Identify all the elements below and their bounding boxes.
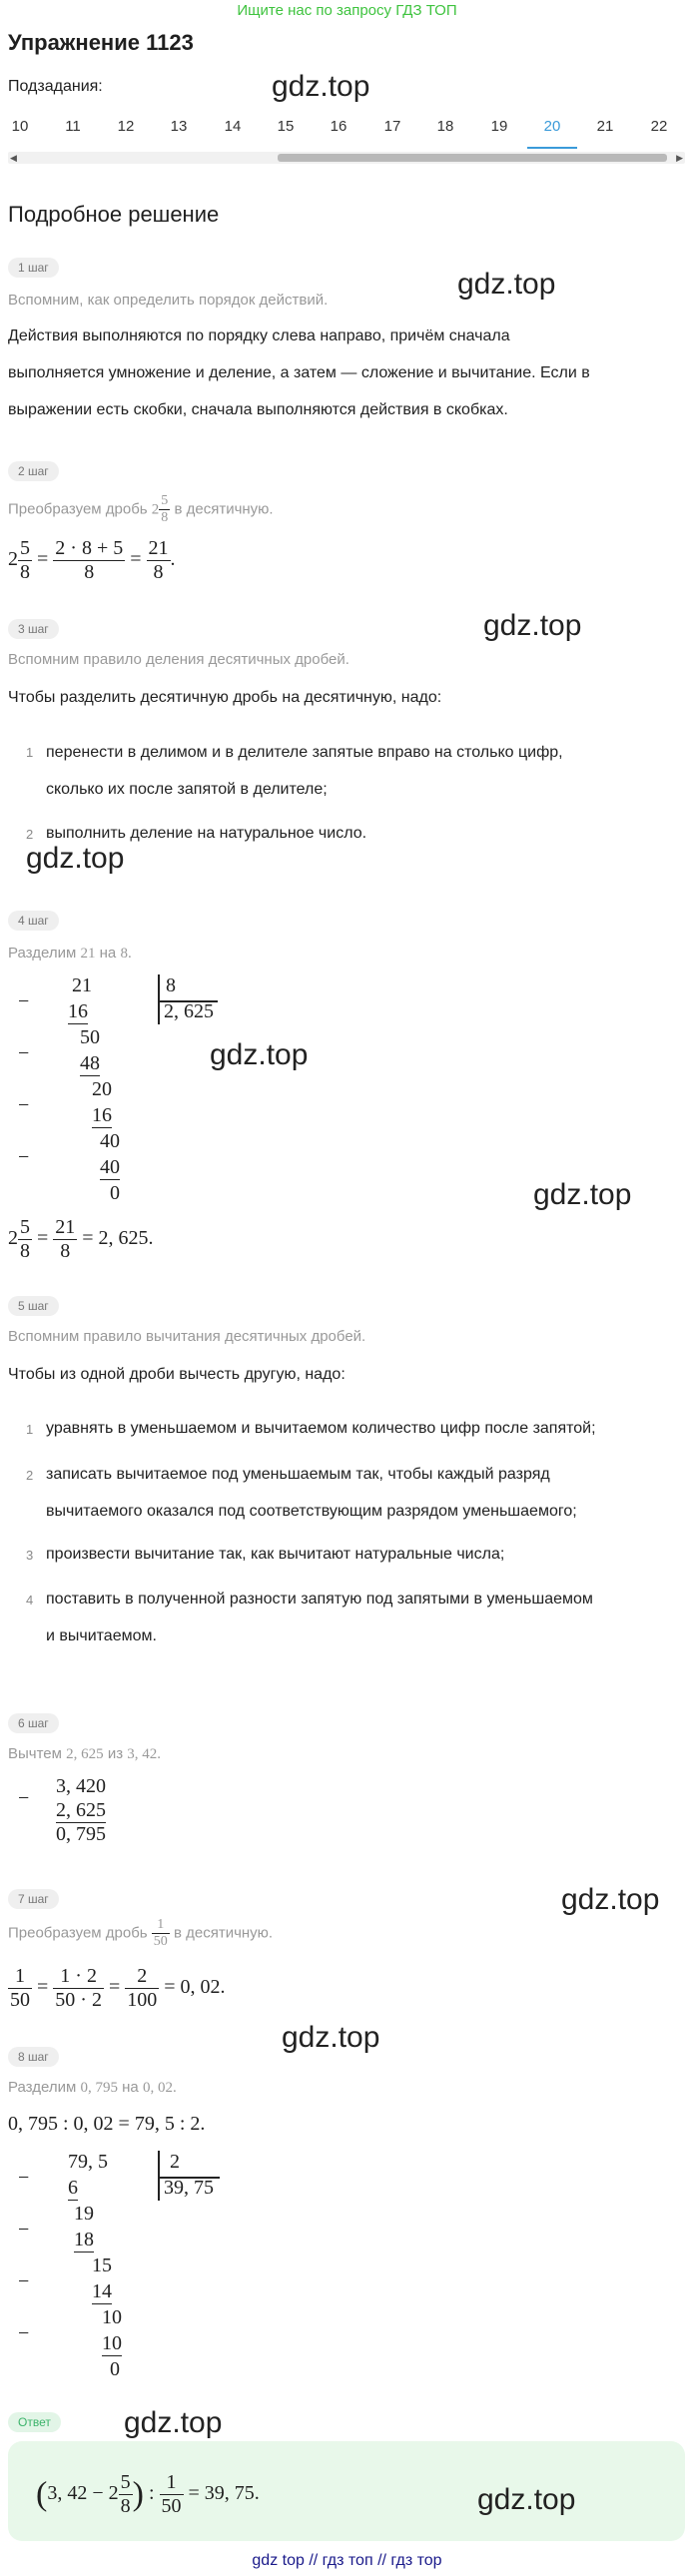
- subtrahend: 2, 625: [56, 1799, 106, 1821]
- denominator: 8: [20, 1240, 30, 1262]
- hint-text: Вычтем: [8, 1745, 62, 1762]
- result-tail: = 0, 02.: [164, 1976, 226, 1999]
- fraction: [152, 1917, 170, 1950]
- fraction: [159, 493, 170, 526]
- list-item: уравнять в уменьшаемом и вычитаемом количество цифр после запятой;: [46, 1420, 596, 1437]
- list-item: [46, 1456, 577, 1530]
- page-link-active[interactable]: 20: [543, 118, 561, 135]
- numerator: 1: [160, 2471, 184, 2495]
- denominator: 50: [10, 1989, 30, 2011]
- remainder: 19: [74, 2203, 94, 2225]
- search-banner[interactable]: Ищите нас по запросу ГДЗ ТОП: [237, 2, 457, 19]
- step-badge: 1 шаг: [8, 258, 59, 278]
- subtrahend: 10: [102, 2332, 122, 2354]
- watermark: gdz.top: [457, 268, 556, 301]
- division-bar: [158, 974, 160, 1024]
- denominator: 50: [153, 1934, 168, 1949]
- numerator: 5: [20, 1216, 30, 1238]
- period: .: [170, 548, 176, 571]
- step-badge: 4 шаг: [8, 911, 59, 931]
- text-line: выражении есть скобки, сначала выполняются действия в скобках.: [8, 401, 508, 418]
- page-link[interactable]: 15: [277, 118, 295, 135]
- numerator: 1: [8, 1965, 32, 1989]
- hint-text: на: [122, 2079, 139, 2096]
- step-badge: 5 шаг: [8, 1296, 59, 1316]
- formula: [8, 1965, 226, 2012]
- pager-scrollbar[interactable]: [8, 152, 685, 164]
- mixed-whole: 2: [8, 1227, 18, 1250]
- text-line: Действия выполняются по порядку слева направо, причём сначала: [8, 327, 510, 344]
- denominator: 8: [120, 2495, 131, 2517]
- divisor: 8: [166, 974, 176, 996]
- formula: [8, 537, 176, 584]
- list-number: 3: [26, 1548, 34, 1563]
- numerator: 1 · 2: [53, 1965, 104, 1989]
- page-link[interactable]: 19: [490, 118, 508, 135]
- remainder: 15: [92, 2254, 112, 2276]
- quotient: 39, 75: [164, 2177, 214, 2199]
- column-subtraction: [0, 1771, 200, 1851]
- watermark: gdz.top: [210, 1038, 309, 1071]
- remainder: 0: [110, 1182, 120, 1204]
- subtrahend: 18: [74, 2229, 94, 2251]
- hint-text: в десятичную.: [174, 500, 274, 518]
- subtrahend: 6: [68, 2177, 78, 2199]
- hint-text: в десятичную.: [173, 1924, 274, 1942]
- list-item: произвести вычитание так, как вычитают натуральные числа;: [46, 1546, 505, 1563]
- minus-sign: −: [18, 990, 30, 1012]
- list-number: 2: [26, 1468, 34, 1483]
- dividend: 79, 5: [68, 2151, 108, 2173]
- watermark: gdz.top: [533, 1178, 632, 1211]
- text-line: и вычитаемом.: [46, 1627, 157, 1644]
- watermark: gdz.top: [483, 609, 582, 642]
- hint-number: 0, 795: [80, 2080, 118, 2096]
- step-hint: [8, 2079, 177, 2097]
- page-title: Упражнение 1123: [8, 30, 194, 55]
- numerator: 2 · 8 + 5: [55, 537, 124, 559]
- difference: 0, 795: [56, 1823, 106, 1845]
- denominator: 50: [161, 2495, 182, 2517]
- hint-text: Преобразуем дробь: [8, 1924, 148, 1942]
- fraction: [18, 1216, 32, 1263]
- formula: 0, 795 : 0, 02 = 79, 5 : 2.: [8, 2113, 206, 2135]
- list-item: выполнить деление на натуральное число.: [46, 825, 367, 842]
- numerator: 5: [161, 493, 169, 508]
- scroll-thumb[interactable]: [278, 154, 667, 162]
- denominator: 8: [84, 561, 95, 583]
- subtasks-label: Подзадания:: [8, 78, 103, 95]
- equals: =: [108, 1976, 121, 1999]
- hint-text: на: [99, 945, 117, 962]
- paren-open: (: [36, 2475, 48, 2513]
- watermark: gdz.top: [477, 2483, 576, 2516]
- fraction: [18, 537, 32, 584]
- step-badge: 3 шаг: [8, 619, 59, 639]
- page-link[interactable]: 12: [117, 118, 135, 135]
- page-link[interactable]: 21: [596, 118, 614, 135]
- fraction: [8, 1965, 32, 2012]
- step-badge: 2 шаг: [8, 461, 59, 481]
- divisor: 2: [170, 2151, 180, 2173]
- subtrahend: 14: [92, 2280, 112, 2302]
- subtrahend: 48: [80, 1052, 100, 1074]
- answer-left: 3, 42 − 2: [47, 2482, 119, 2505]
- minus-sign: −: [18, 2270, 30, 2292]
- remainder: 0: [110, 2358, 120, 2380]
- numerator: 2: [125, 1965, 159, 1989]
- step-text: Чтобы разделить десятичную дробь на десятичную, надо:: [8, 689, 442, 706]
- remainder: 40: [100, 1130, 120, 1152]
- text-line: сколько их после запятой в делителе;: [46, 781, 328, 798]
- step-hint: Вспомним правило вычитания десятичных дробей.: [8, 1328, 366, 1345]
- equals: =: [37, 1227, 49, 1250]
- fraction: [125, 1965, 159, 2012]
- page-link[interactable]: 18: [436, 118, 454, 135]
- list-number: 2: [26, 827, 34, 842]
- solution-heading: Подробное решение: [8, 202, 220, 227]
- denominator: 8: [60, 1240, 71, 1262]
- minus-sign: −: [18, 1787, 30, 1809]
- step-hint: [8, 493, 274, 526]
- hint-number: 8.: [120, 946, 132, 962]
- page-link[interactable]: 22: [650, 118, 668, 135]
- list-item: [46, 1581, 593, 1654]
- scroll-left-icon[interactable]: ◀: [10, 153, 17, 163]
- watermark: gdz.top: [282, 2021, 380, 2054]
- hint-text: из: [107, 1745, 124, 1762]
- hint-number: 2, 625: [66, 1746, 104, 1762]
- page-link[interactable]: 16: [330, 118, 347, 135]
- page-link[interactable]: 17: [383, 118, 401, 135]
- minuend: 3, 420: [56, 1775, 106, 1797]
- denominator: 8: [161, 510, 169, 525]
- list-number: 1: [26, 1422, 34, 1437]
- dividend: 21: [72, 974, 92, 996]
- step-hint: [8, 1917, 273, 1950]
- list-item: [46, 734, 563, 808]
- result-tail: = 39, 75.: [188, 2482, 260, 2505]
- step-hint: [8, 1745, 161, 1763]
- list-number: 1: [26, 745, 34, 760]
- numerator: 5: [120, 2471, 131, 2493]
- answer-box: [8, 2441, 685, 2541]
- step-text: Чтобы из одной дроби вычесть другую, надо:: [8, 1366, 346, 1383]
- text-line: перенести в делимом и в делителе запятые вправо на столько цифр,: [46, 744, 563, 761]
- fraction: [53, 537, 125, 584]
- step-hint: Вспомним, как определить порядок действий.: [8, 292, 329, 309]
- answer-formula: [36, 2471, 260, 2518]
- step-badge: 8 шаг: [8, 2047, 59, 2067]
- footer-links[interactable]: gdz top // гдз топ // гдз тор: [252, 2552, 442, 2569]
- numerator: 1: [152, 1917, 170, 1934]
- answer-badge: Ответ: [8, 2412, 61, 2432]
- scroll-right-icon[interactable]: ▶: [676, 153, 683, 163]
- hint-text: Преобразуем дробь: [8, 500, 148, 518]
- step-hint: Вспомним правило деления десятичных дробей.: [8, 651, 349, 668]
- step-text: [8, 318, 687, 428]
- minus-sign: −: [18, 1042, 30, 1064]
- fraction: [160, 2471, 184, 2518]
- hint-number: 21: [80, 946, 96, 962]
- result-tail: = 2, 625.: [82, 1227, 154, 1250]
- remainder: 20: [92, 1078, 112, 1100]
- page-link[interactable]: 11: [65, 118, 81, 135]
- subtask-pager: [8, 112, 685, 152]
- page-link[interactable]: 10: [11, 118, 29, 135]
- long-division: [0, 2147, 300, 2386]
- remainder: 50: [80, 1026, 100, 1048]
- active-page-indicator: [527, 147, 577, 149]
- denominator: 100: [127, 1989, 158, 2011]
- minus-sign: −: [18, 2219, 30, 2241]
- colon: :: [148, 2482, 155, 2505]
- text-line: вычитаемого оказался под соответствующим разрядом уменьшаемого;: [46, 1503, 577, 1520]
- equals: =: [37, 548, 49, 571]
- minus-sign: −: [18, 2322, 30, 2344]
- text-line: записать вычитаемое под уменьшаемым так, чтобы каждый разряд: [46, 1466, 550, 1483]
- step-hint: [8, 945, 132, 963]
- subtrahend: 16: [68, 1000, 88, 1022]
- watermark: gdz.top: [26, 842, 125, 875]
- equals: =: [130, 548, 142, 571]
- numerator: 21: [148, 537, 169, 559]
- numerator: 21: [55, 1216, 76, 1238]
- minus-sign: −: [18, 1146, 30, 1168]
- fraction: [53, 1216, 77, 1263]
- mixed-whole: 2: [8, 548, 18, 571]
- text-line: выполняется умножение и деление, а затем — сложение и вычитание. Если в: [8, 364, 590, 381]
- minus-sign: −: [18, 2167, 30, 2189]
- watermark: gdz.top: [124, 2406, 223, 2439]
- text-line: поставить в полученной разности запятую под запятыми в уменьшаемом: [46, 1591, 593, 1608]
- paren-close: ): [132, 2475, 144, 2513]
- hint-text: Разделим: [8, 2079, 77, 2096]
- formula: [8, 1216, 154, 1263]
- long-division: [0, 970, 300, 1210]
- fraction: [119, 2471, 133, 2518]
- fraction: [53, 1965, 104, 2012]
- minus-sign: −: [18, 1094, 30, 1116]
- page-link[interactable]: 13: [170, 118, 188, 135]
- denominator: 8: [153, 561, 164, 583]
- watermark: gdz.top: [561, 1883, 660, 1916]
- step-badge: 6 шаг: [8, 1713, 59, 1733]
- fraction: [147, 537, 171, 584]
- numerator: 5: [20, 537, 30, 559]
- hint-number: 0, 02.: [142, 2080, 177, 2096]
- remainder: 10: [102, 2306, 122, 2328]
- step-badge: 7 шаг: [8, 1889, 59, 1909]
- mixed-whole: 2: [151, 501, 160, 518]
- equals: =: [37, 1976, 49, 1999]
- hint-number: 3, 42.: [127, 1746, 161, 1762]
- list-number: 4: [26, 1593, 34, 1608]
- subtrahend: 40: [100, 1156, 120, 1178]
- quotient: 2, 625: [164, 1000, 214, 1022]
- subtrahend: 16: [92, 1104, 112, 1126]
- division-bar: [158, 2151, 160, 2201]
- page-link[interactable]: 14: [224, 118, 242, 135]
- denominator: 8: [20, 561, 30, 583]
- hint-text: Разделим: [8, 945, 77, 962]
- denominator: 50 · 2: [55, 1989, 102, 2011]
- watermark: gdz.top: [272, 70, 370, 103]
